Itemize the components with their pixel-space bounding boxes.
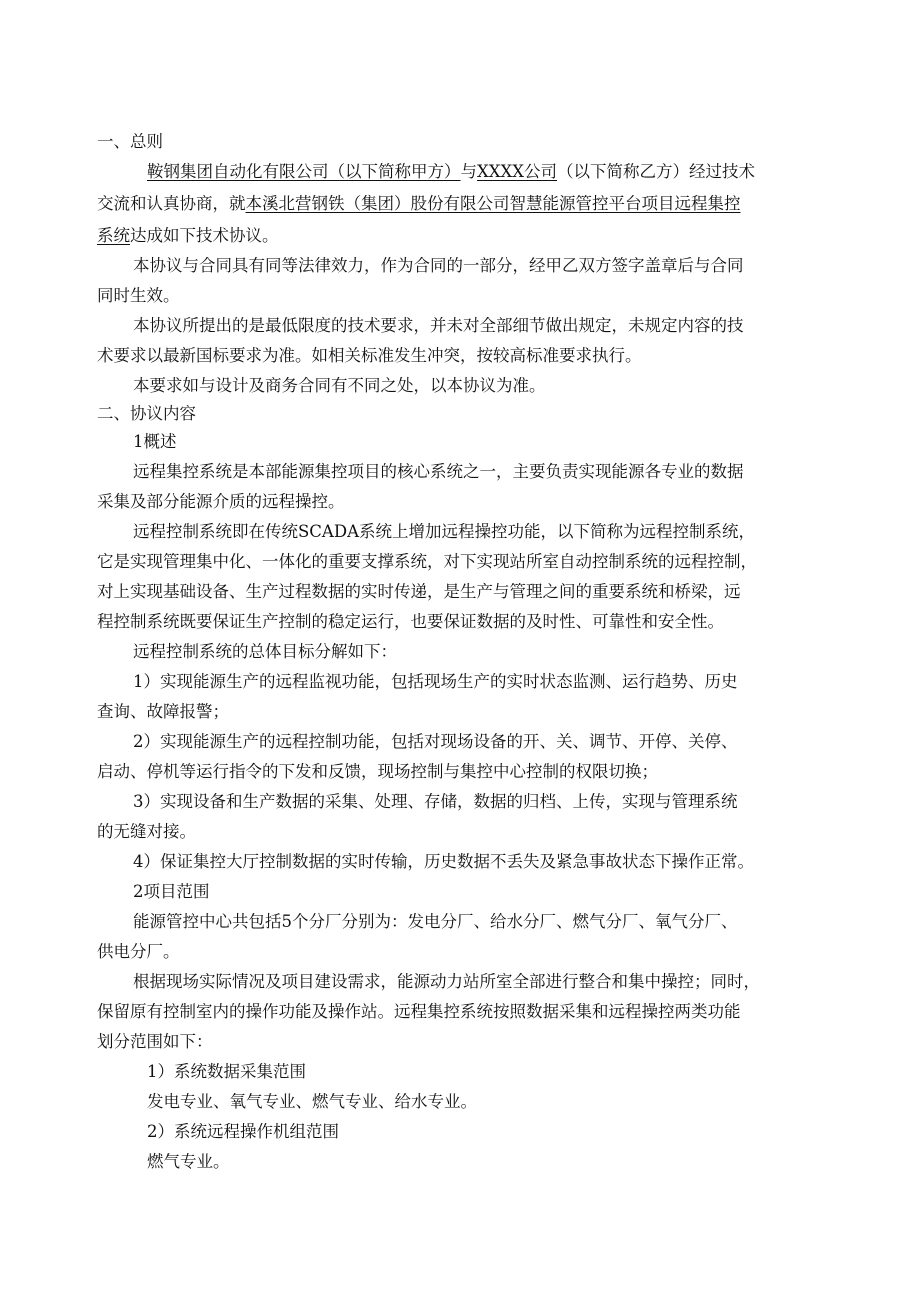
party-a-name: 鞍钢集团自动化有限公司（以下简称甲方）	[147, 162, 461, 181]
list-item-continuation: 的无缝对接。	[97, 822, 196, 841]
section-heading-content: 二、协议内容	[97, 404, 196, 423]
subsection-title-overview: 1概述	[133, 432, 177, 451]
list-item-text: 发电专业、氧气专业、燃气专业、给水专业。	[147, 1092, 477, 1111]
conjunction-text: 与	[460, 162, 477, 181]
paragraph-line: 对上实现基础设备、生产过程数据的实时传递，是生产与管理之间的重要系统和桥梁，远	[97, 582, 741, 601]
paragraph-line	[97, 225, 279, 247]
party-b-name: XXXX公司	[477, 162, 557, 181]
paragraph-line: 远程控制系统即在传统SCADA系统上增加远程操控功能，以下简称为远程控制系统，	[133, 522, 755, 541]
paragraph-line: 根据现场实际情况及项目建设需求，能源动力站所室全部进行整合和集中操控；同时，	[133, 972, 760, 991]
paragraph-line: 本协议所提出的是最低限度的技术要求，并未对全部细节做出规定，未规定内容的技	[133, 316, 744, 335]
paragraph-text: 达成如下技术协议。	[130, 226, 279, 245]
list-item: 2）实现能源生产的远程控制功能，包括对现场设备的开、关、调节、开停、关停、	[133, 732, 738, 751]
list-item-continuation: 启动、停机等运行指令的下发和反馈，现场控制与集控中心控制的权限切换；	[97, 762, 658, 781]
list-item: 3）实现设备和生产数据的采集、处理、存储，数据的归档、上传，实现与管理系统	[133, 792, 738, 811]
paragraph-line: 同时生效。	[97, 286, 180, 305]
paragraph-line: 术要求以最新国标要求为准。如相关标准发生冲突，按较高标准要求执行。	[97, 346, 642, 365]
paragraph-line	[147, 161, 755, 183]
section-heading-general: 一、总则	[97, 132, 163, 151]
paragraph-line: 能源管控中心共包括5个分厂分别为：发电分厂、给水分厂、燃气分厂、氧气分厂、	[133, 912, 738, 931]
paragraph-line: 供电分厂。	[97, 942, 180, 961]
project-name-end: 系统	[97, 226, 130, 245]
list-item-title: 1）系统数据采集范围	[147, 1062, 306, 1081]
list-item: 1）实现能源生产的远程监视功能，包括现场生产的实时状态监测、运行趋势、历史	[133, 672, 738, 691]
paragraph-text: （以下简称乙方）经过技术	[557, 162, 755, 181]
paragraph-line: 划分范围如下：	[97, 1032, 213, 1051]
paragraph-line: 它是实现管理集中化、一体化的重要支撑系统，对下实现站所室自动控制系统的远程控制，	[97, 552, 757, 571]
paragraph-line: 保留原有控制室内的操作功能及操作站。远程集控系统按照数据采集和远程操控两类功能	[97, 1002, 741, 1021]
paragraph-line: 远程集控系统是本部能源集控项目的核心系统之一，主要负责实现能源各专业的数据	[133, 462, 744, 481]
paragraph-line: 本协议与合同具有同等法律效力，作为合同的一部分，经甲乙双方签字盖章后与合同	[133, 256, 744, 275]
paragraph-line: 程控制系统既要保证生产控制的稳定运行，也要保证数据的及时性、可靠性和安全性。	[97, 612, 724, 631]
list-item-continuation: 查询、故障报警；	[97, 702, 229, 721]
paragraph-line: 采集及部分能源介质的远程操控。	[97, 492, 345, 511]
list-item-text: 燃气专业。	[147, 1152, 230, 1171]
subsection-title-scope: 2项目范围	[133, 882, 210, 901]
list-item: 4）保证集控大厅控制数据的实时传输，历史数据不丢失及紧急事故状态下操作正常。	[133, 852, 754, 871]
paragraph-line	[97, 193, 741, 215]
list-item-title: 2）系统远程操作机组范围	[147, 1122, 339, 1141]
project-name: 本溪北营钢铁（集团）股份有限公司智慧能源管控平台项目远程集控	[245, 194, 741, 213]
paragraph-line: 远程控制系统的总体目标分解如下：	[133, 642, 397, 661]
paragraph-text: 交流和认真协商，就	[97, 194, 246, 213]
paragraph-line: 本要求如与设计及商务合同有不同之处，以本协议为准。	[133, 376, 546, 395]
